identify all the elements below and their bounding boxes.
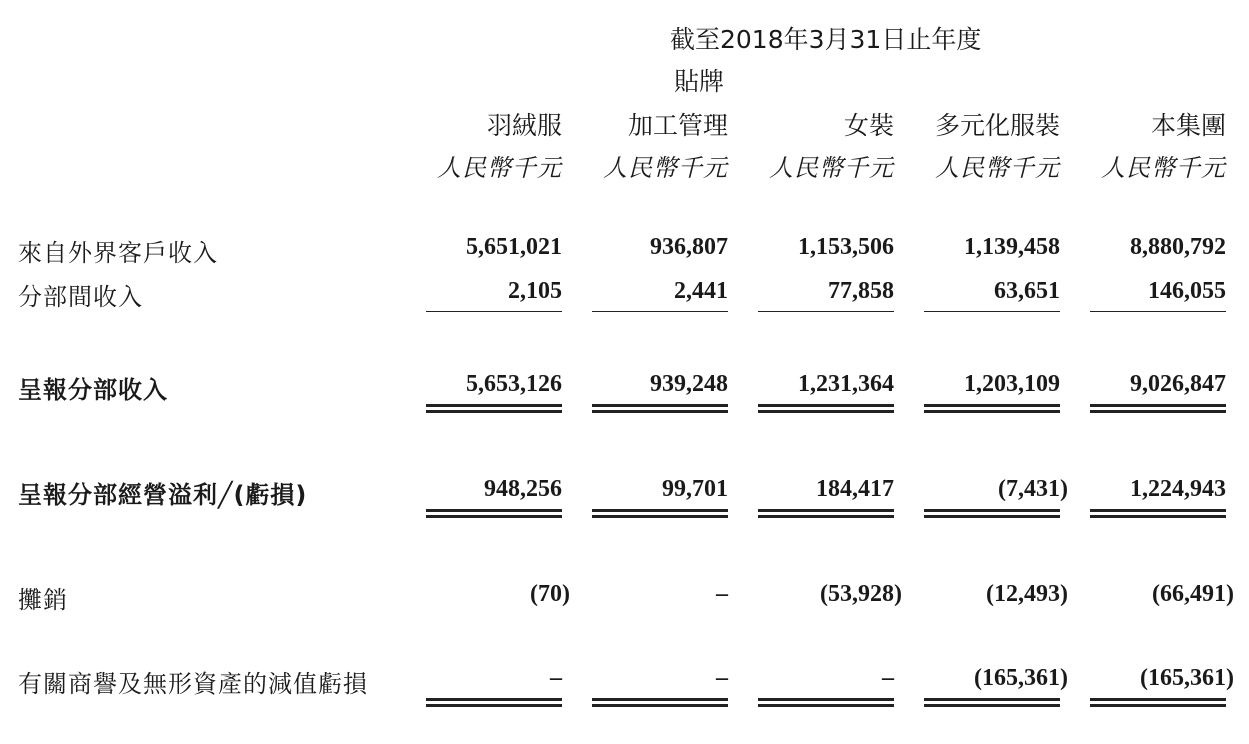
row-label: 有關商譽及無形資產的減值虧損 (18, 670, 368, 698)
subtotal-rule (758, 311, 894, 312)
table-cell: 2,441 (674, 278, 728, 304)
table-cell: (165,361) (1140, 665, 1234, 691)
column-header-down: 羽絨服 (486, 111, 562, 140)
subtotal-rule (426, 311, 562, 312)
table-cell: 1,139,458 (964, 234, 1060, 260)
table-cell: 5,653,126 (466, 371, 562, 397)
unit-label: 人民幣千元 (769, 154, 894, 182)
table-cell: 9,026,847 (1130, 371, 1226, 397)
unit-label: 人民幣千元 (437, 154, 562, 182)
table-cell: 63,651 (994, 278, 1060, 304)
total-double-rule (924, 404, 1060, 413)
unit-label: 人民幣千元 (935, 154, 1060, 182)
unit-label: 人民幣千元 (1101, 154, 1226, 182)
table-cell: 948,256 (484, 476, 562, 502)
table-cell: (7,431) (998, 476, 1068, 502)
total-double-rule (1090, 404, 1226, 413)
table-cell: 1,224,943 (1130, 476, 1226, 502)
subtotal-rule (1090, 311, 1226, 312)
table-cell: 1,203,109 (964, 371, 1060, 397)
total-double-rule (1090, 698, 1226, 707)
total-double-rule (592, 698, 728, 707)
total-double-rule (924, 509, 1060, 518)
row-label: 來自外界客戶收入 (18, 239, 218, 267)
total-double-rule (592, 404, 728, 413)
table-cell: 2,105 (508, 278, 562, 304)
total-double-rule (758, 404, 894, 413)
column-header-group: 本集團 (1150, 111, 1226, 140)
total-double-rule (592, 509, 728, 518)
total-double-rule (758, 698, 894, 707)
row-label: 分部間收入 (18, 283, 143, 311)
table-cell: – (716, 665, 728, 691)
table-cell: 184,417 (816, 476, 894, 502)
table-cell: 146,055 (1148, 278, 1226, 304)
column-header-ladies: 女裝 (843, 111, 894, 140)
row-label: 呈報分部收入 (18, 376, 168, 404)
table-cell: 8,880,792 (1130, 234, 1226, 260)
row-label: 呈報分部經營溢利╱(虧損) (18, 481, 308, 509)
table-cell: (12,493) (986, 581, 1068, 607)
table-cell: (70) (530, 581, 570, 607)
table-cell: 936,807 (650, 234, 728, 260)
table-cell: 939,248 (650, 371, 728, 397)
total-double-rule (924, 698, 1060, 707)
subtotal-rule (924, 311, 1060, 312)
table-cell: (66,491) (1152, 581, 1234, 607)
total-double-rule (426, 509, 562, 518)
table-cell: – (550, 665, 562, 691)
total-double-rule (1090, 509, 1226, 518)
table-cell: 1,231,364 (798, 371, 894, 397)
group-heading: 貼牌 (674, 67, 725, 96)
table-cell: 1,153,506 (798, 234, 894, 260)
subtotal-rule (592, 311, 728, 312)
table-cell: – (716, 581, 728, 607)
unit-label: 人民幣千元 (603, 154, 728, 182)
table-cell: 77,858 (828, 278, 894, 304)
period-heading: 截至2018年3月31日止年度 (670, 25, 982, 54)
table-cell: 5,651,021 (466, 234, 562, 260)
table-cell: – (882, 665, 894, 691)
table-cell: (165,361) (974, 665, 1068, 691)
column-header-diversified: 多元化服裝 (934, 111, 1060, 140)
total-double-rule (426, 698, 562, 707)
table-cell: (53,928) (820, 581, 902, 607)
total-double-rule (758, 509, 894, 518)
row-label: 攤銷 (18, 586, 68, 614)
column-header-processing: 加工管理 (627, 111, 728, 140)
table-cell: 99,701 (662, 476, 728, 502)
total-double-rule (426, 404, 562, 413)
